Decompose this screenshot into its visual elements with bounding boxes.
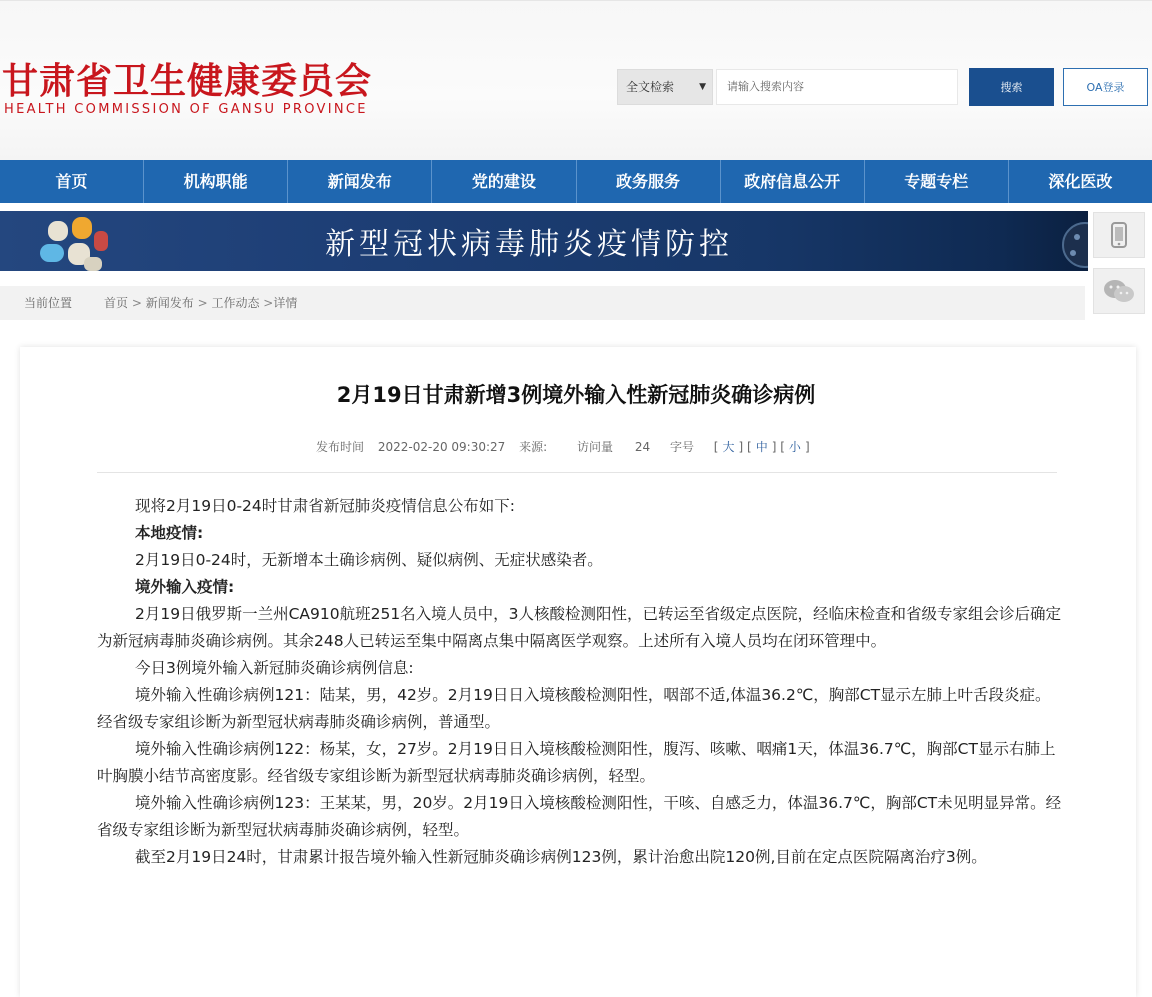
font-size-label: 字号	[669, 440, 694, 454]
paragraph-case-123: 境外输入性确诊病例123：王某某，男，20岁。2月19日入境核酸检测阳性，干咳、自感乏力，体温36.7℃，胸部CT未见明显异常。经省级专家组诊断为新型冠状病毒肺炎确诊病例，轻型。	[97, 794, 1062, 839]
phone-icon	[1109, 221, 1129, 249]
nav-item-home[interactable]: 首页	[0, 160, 144, 203]
search-scope-label: 全文检索	[626, 80, 675, 94]
paragraph-case-121: 境外输入性确诊病例121：陆某，男，42岁。2月19日日入境核酸检测阳性，咽部不适,体温36.2℃，胸部CT显示左肺上叶舌段炎症。经省级专家组诊断为新型冠状病毒肺炎确诊病例，普通型。	[97, 686, 1051, 731]
nav-item-services[interactable]: 政务服务	[577, 160, 721, 203]
source-label: 来源:	[519, 440, 548, 454]
breadcrumb-trail: 首页 > 新闻发布 > 工作动态 >详情	[104, 296, 298, 310]
epidemic-banner[interactable]	[0, 211, 1088, 271]
virus-icon	[1055, 215, 1088, 271]
nav-item-public-info[interactable]: 政府信息公开	[721, 160, 865, 203]
wechat-share-button[interactable]	[1093, 268, 1145, 314]
nav-item-party[interactable]: 党的建设	[432, 160, 576, 203]
wechat-icon	[1103, 278, 1135, 304]
paragraph-intro: 现将2月19日0-24时甘肃省新冠肺炎疫情信息公布如下:	[135, 497, 515, 515]
breadcrumb-item-home[interactable]: 首页	[104, 296, 129, 310]
article-title: 2月19日甘肃新增3例境外输入性新冠肺炎确诊病例	[336, 383, 816, 407]
search-input[interactable]	[716, 69, 958, 105]
paragraph-case-intro: 今日3例境外输入新冠肺炎确诊病例信息:	[135, 659, 414, 677]
font-size-medium[interactable]: 中	[755, 440, 768, 454]
search-scope-select[interactable]	[617, 69, 713, 105]
breadcrumb-label: 当前位置	[24, 296, 73, 310]
font-size-large[interactable]: 大	[722, 440, 735, 454]
heading-local: 本地疫情:	[135, 524, 204, 542]
main-nav	[0, 160, 1152, 203]
nav-item-reform[interactable]: 深化医改	[1048, 172, 1113, 191]
breadcrumb	[0, 286, 1085, 320]
site-logo-english: HEALTH COMMISSION OF GANSU PROVINCE	[4, 102, 368, 117]
publish-time: 2022-02-20 09:30:27	[377, 440, 506, 454]
paragraph-summary: 截至2月19日24时，甘肃累计报告境外输入性新冠肺炎确诊病例123例，累计治愈出院120例,目前在定点医院隔离治疗3例。	[135, 848, 987, 866]
publish-time-label: 发布时间	[316, 440, 365, 454]
breadcrumb-current: 详情	[273, 296, 298, 310]
paragraph-case-122: 境外输入性确诊病例122：杨某，女，27岁。2月19日日入境核酸检测阳性，腹泻、咳嗽、咽痛1天，体温36.7℃，胸部CT显示右肺上叶胸膜小结节高密度影。经省级专家组诊断为新型冠状病毒肺炎确诊病例，轻型。	[97, 740, 1056, 785]
views-count: 24	[634, 440, 651, 454]
title-divider	[97, 472, 1057, 473]
nav-item-news[interactable]: 新闻发布	[288, 160, 432, 203]
article-body	[97, 493, 1063, 871]
paragraph-imported: 2月19日俄罗斯一兰州CA910航班251名入境人员中，3人核酸检测阳性，已转运至省级定点医院，经临床检查和省级专家组会诊后确定为新冠病毒肺炎确诊病例。其余248人已转运至集中隔离点集中隔离医学观察。上述所有入境人员均在闭环管理中。	[97, 605, 1062, 650]
breadcrumb-item-news[interactable]: 新闻发布	[145, 296, 194, 310]
heading-imported: 境外输入疫情:	[135, 578, 235, 596]
paragraph-local: 2月19日0-24时，无新增本土确诊病例、疑似病例、无症状感染者。	[135, 551, 603, 569]
nav-item-topics[interactable]: 专题专栏	[865, 160, 1009, 203]
oa-login-button[interactable]: OA登录	[1063, 68, 1148, 106]
site-header	[0, 0, 1152, 161]
caret-down-icon: ▼	[699, 82, 706, 92]
nav-item-functions[interactable]: 机构职能	[144, 160, 288, 203]
article-meta: 发布时间 2022-02-20 09:30:27 来源: 访问量 24 字号 [ 大 ] [ 中 ] [ 小 ]	[316, 440, 810, 454]
search-button[interactable]: 搜索	[969, 68, 1054, 106]
banner-emblem-icon	[36, 213, 112, 271]
site-logo-chinese[interactable]: 甘肃省卫生健康委员会	[2, 60, 373, 102]
views-label: 访问量	[577, 440, 614, 454]
banner-title: 新型冠状病毒肺炎疫情防控	[325, 227, 733, 262]
breadcrumb-item-work[interactable]: 工作动态	[211, 296, 260, 310]
font-size-small[interactable]: 小	[788, 440, 801, 454]
mobile-version-button[interactable]	[1093, 212, 1145, 258]
